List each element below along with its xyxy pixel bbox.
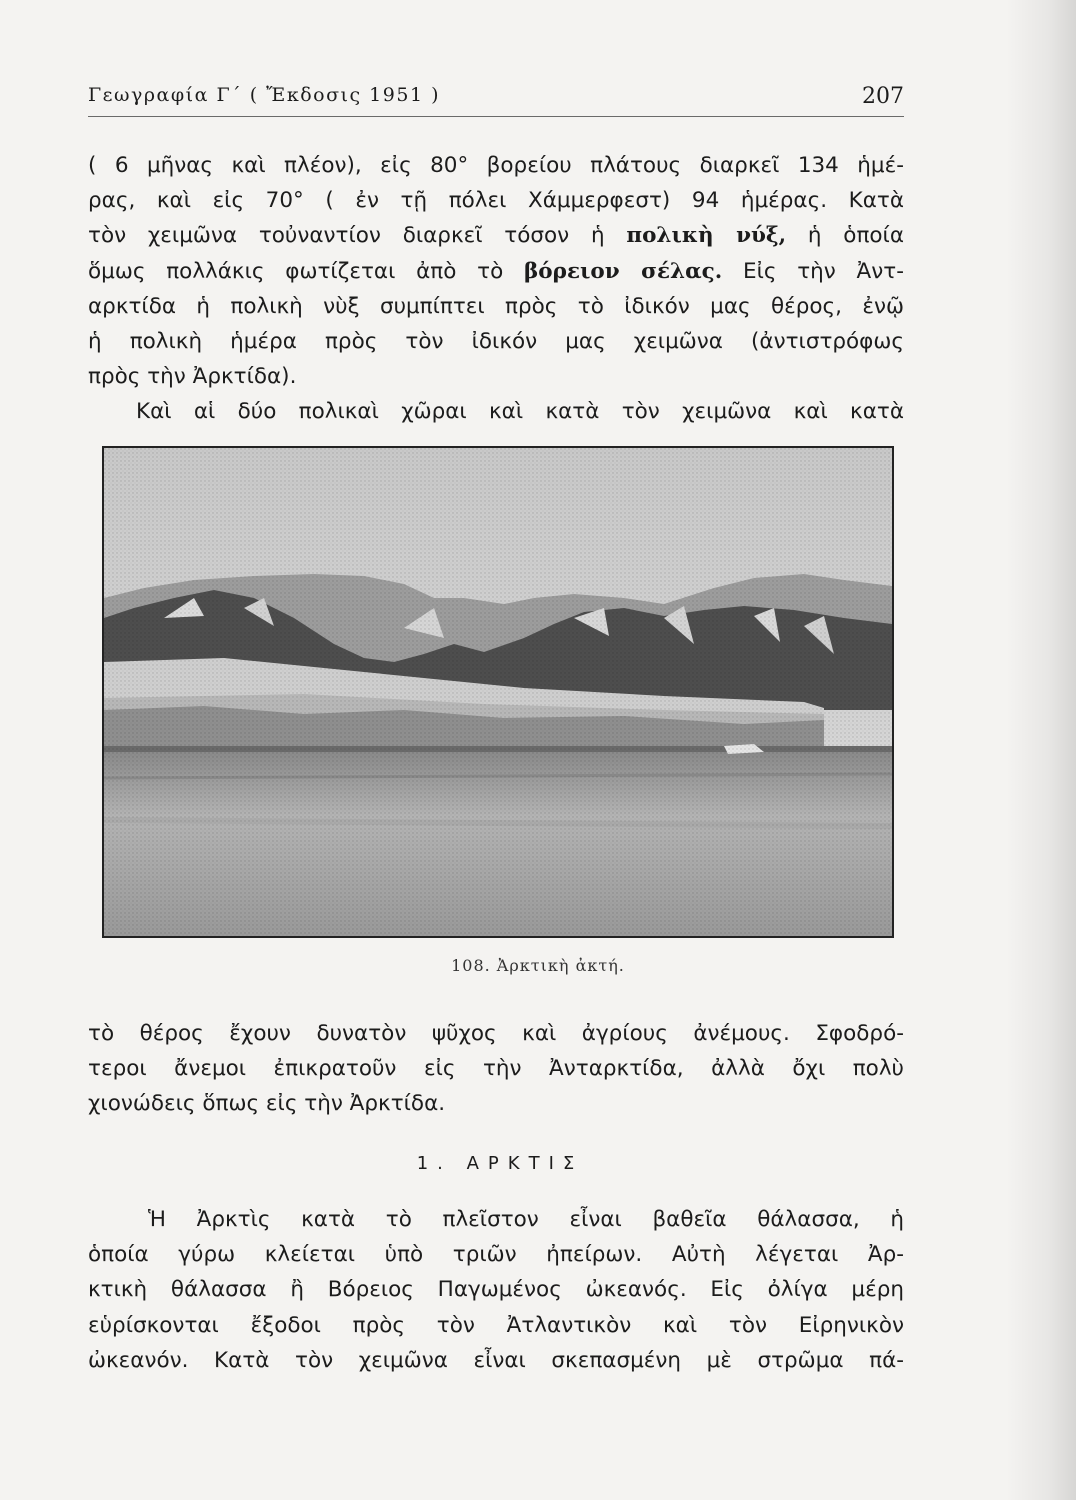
paragraph-polar-days xyxy=(88,148,904,394)
text-span: ἡ ὁποία xyxy=(786,223,904,249)
text-line: Ἡ Ἀρκτὶς κατὰ τὸ πλεῖστον εἶναι βαθεῖα θάλασσα, ἡ xyxy=(148,1207,904,1232)
text-line: πρὸς τὴν Ἀρκτίδα). xyxy=(88,364,297,390)
text-line: ρας, καὶ εἰς 70° ( ἐν τῇ πόλει Χάμμερφεστ) 94 ἡμέρας. Κατὰ xyxy=(88,188,904,214)
text-line: ὠκεανόν. Κατὰ τὸν χειμῶνα εἶναι σκεπασμένη μὲ στρῶμα πά- xyxy=(88,1347,904,1373)
text-line: χιονώδεις ὅπως εἰς τὴν Ἀρκτίδα. xyxy=(88,1091,446,1117)
text-line: ὁποία γύρω κλείεται ὑπὸ τριῶν ἠπείρων. Αὐτὴ λέγεται Ἀρ- xyxy=(88,1242,904,1268)
text-span: ὅμως πολλάκις φωτίζεται ἀπὸ τὸ xyxy=(88,258,525,284)
text-line: Καὶ αἱ δύο πολικαὶ χῶραι καὶ κατὰ τὸν χειμῶνα καὶ κατὰ xyxy=(136,399,904,424)
text-line: εὑρίσκονται ἔξοδοι πρὸς τὸν Ἀτλαντικὸν καὶ τὸν Εἰρηνικὸν xyxy=(88,1312,904,1338)
text-line xyxy=(88,254,904,289)
text-span: τὸν χειμῶνα τοὐναντίον διαρκεῖ τόσον ἡ xyxy=(88,223,627,249)
text-span: Εἰς τὴν Ἀντ- xyxy=(722,258,904,284)
section-heading: 1. ΑΡΚΤΙΣ xyxy=(416,1153,584,1174)
figure-caption: 108. Ἀρκτικὴ ἀκτή. xyxy=(451,956,625,975)
text-line: τεροι ἄνεμοι ἐπικρατοῦν εἰς τὴν Ἀνταρκτίδα, ἀλλὰ ὄχι πολὺ xyxy=(88,1056,904,1082)
text-line: ἡ πολικὴ ἡμέρα πρὸς τὸν ἰδικόν μας χειμῶνα (ἀντιστρόφως xyxy=(88,329,904,355)
paragraph-polar-lands xyxy=(88,394,904,429)
text-line: τὸ θέρος ἔχουν δυνατὸν ψῦχος καὶ ἀγρίους ἀνέμους. Σφοδρό- xyxy=(88,1021,904,1046)
arctic-coast-illustration xyxy=(104,448,892,936)
text-line xyxy=(88,218,904,253)
bold-term-polar-night: πολικὴ νύξ, xyxy=(626,223,787,249)
paragraph-arctic xyxy=(88,1202,904,1378)
arctic-coast-photo xyxy=(102,446,894,938)
text-line: αρκτίδα ἡ πολικὴ νὺξ συμπίπτει πρὸς τὸ ἰδικόν μας θέρος, ἐνῷ xyxy=(88,293,904,319)
paragraph-winds xyxy=(88,1016,904,1122)
bold-term-aurora: βόρειον σέλας. xyxy=(524,258,723,284)
page-header xyxy=(88,84,904,117)
text-line: ( 6 μῆνας καὶ πλέον), εἰς 80° βορείου πλάτους διαρκεῖ 134 ἡμέ- xyxy=(88,153,904,178)
text-line: κτικὴ θάλασσα ἢ Βόρειος Παγωμένος ὠκεανός. Εἰς ὀλίγα μέρη xyxy=(88,1277,904,1303)
running-title: Γεωγραφία Γ΄ ( Ἔκδοσις 1951 ) xyxy=(88,84,440,106)
page-number: 207 xyxy=(862,84,904,109)
page-edge-shadow xyxy=(1006,0,1076,1500)
